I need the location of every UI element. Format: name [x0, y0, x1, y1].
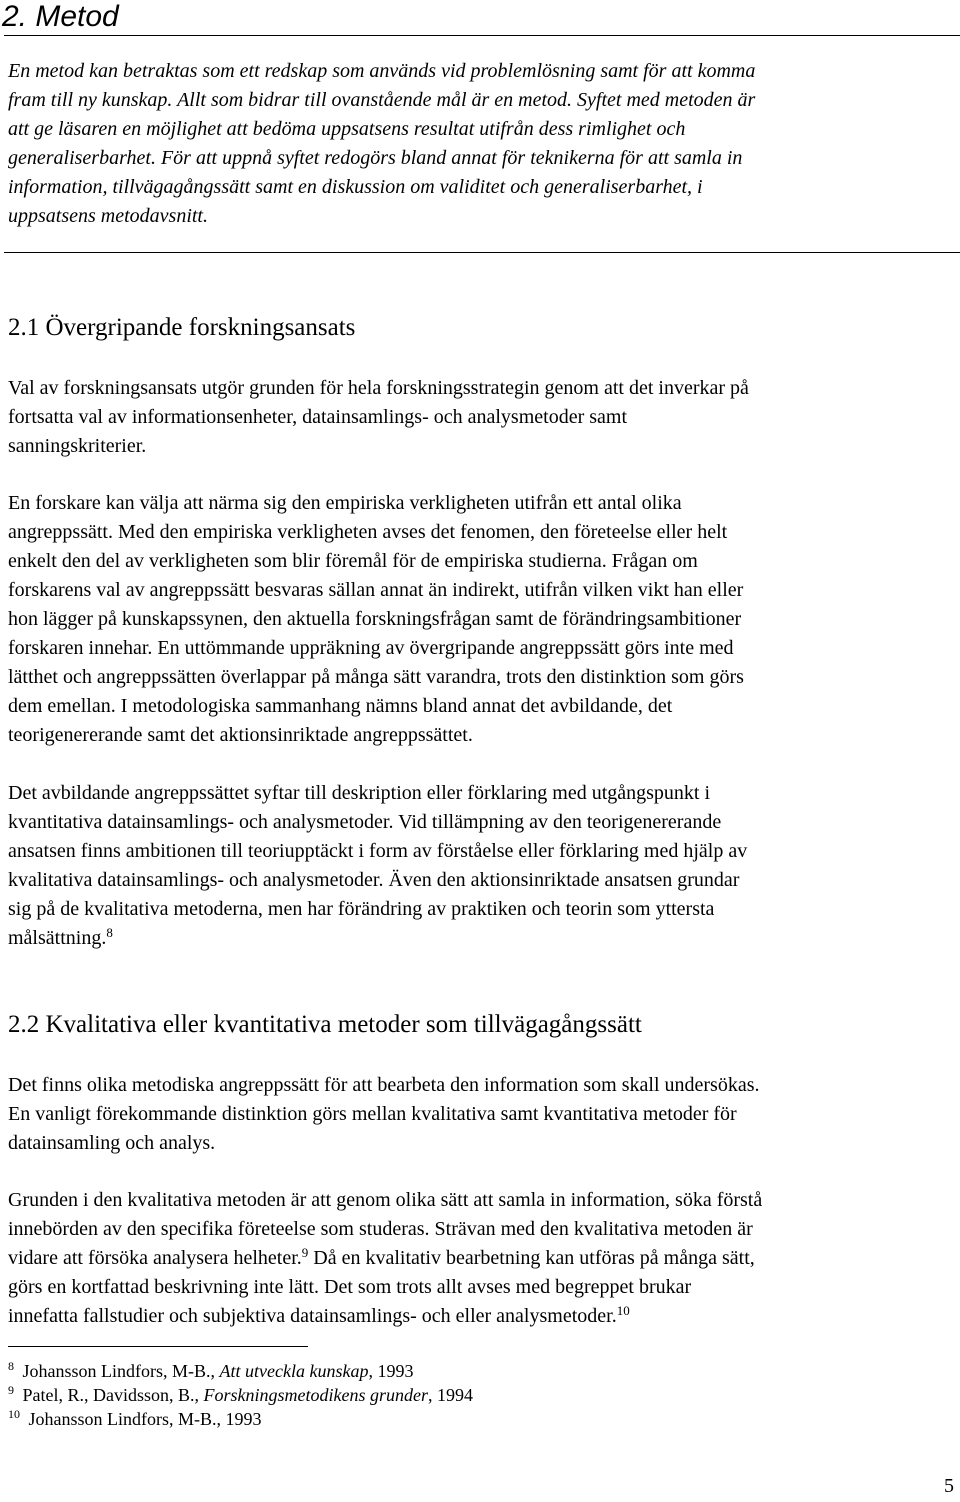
- intro-line: generaliserbarhet. För att uppnå syftet redogörs bland annat för teknikerna för att samla in: [8, 147, 743, 169]
- footnote-separator: [8, 1346, 308, 1347]
- section-2-2-paragraph-2: [8, 1186, 958, 1331]
- page-number: 5: [944, 1475, 954, 1497]
- text-span: vidare att försöka analysera helheter.: [8, 1247, 302, 1269]
- section-2-1-paragraph-1: [8, 374, 958, 461]
- text-line: görs en kortfattad beskrivning inte lätt. Det som trots allt avses med begreppet brukar: [8, 1276, 692, 1298]
- text-line: [8, 1244, 958, 1273]
- text-line: Grunden i den kvalitativa metoden är att genom olika sätt att samla in information, söka förstå: [8, 1189, 763, 1211]
- text-line: datainsamling och analys.: [8, 1132, 216, 1154]
- intro-paragraph: [8, 57, 958, 231]
- intro-line: En metod kan betraktas som ett redskap som används vid problemlösning samt för att komma: [8, 60, 756, 82]
- footnote-ref-9[interactable]: 9: [301, 1245, 309, 1260]
- intro-bottom-rule: [4, 252, 960, 253]
- text-line: teorigenererande samt det aktionsinriktade angreppssättet.: [8, 724, 473, 746]
- footnote-text: Johansson Lindfors, M-B.,: [18, 1361, 220, 1381]
- text-line: ansatsen finns ambitionen till teoriupptäckt i form av förståelse eller förklaring med hjälp av: [8, 840, 748, 862]
- footnote-number: 8: [8, 1359, 14, 1373]
- section-heading-2-2: 2.2 Kvalitativa eller kvantitativa metoder som tillvägagångssätt: [8, 1011, 642, 1038]
- footnote-title: Att utveckla kunskap: [219, 1361, 369, 1381]
- intro-line: att ge läsaren en möjlighet att bedöma uppsatsens resultat utifrån dess rimlighet och: [8, 118, 686, 140]
- text-span: innefatta fallstudier och subjektiva datainsamlings- och eller analysmetoder.: [8, 1305, 617, 1327]
- text-line: Val av forskningsansats utgör grunden för hela forskningsstrategin genom att det inverkar på: [8, 377, 749, 399]
- text-line: kvantitativa datainsamlings- och analysmetoder. Vid tillämpning av den teorigenererande: [8, 811, 722, 833]
- section-2-1-paragraph-3: [8, 779, 958, 953]
- section-2-1-paragraph-2: [8, 489, 958, 750]
- text-span: målsättning.: [8, 927, 107, 949]
- text-line: angreppssätt. Med den empiriska verkligheten avses det fenomen, den företeelse eller helt: [8, 521, 728, 543]
- text-line: sanningskriterier.: [8, 435, 147, 457]
- footnote-title: Forskningsmetodikens grunder: [203, 1385, 428, 1405]
- footnote-text: , 1993: [368, 1361, 414, 1381]
- text-line: fortsatta val av informationsenheter, datainsamlings- och analysmetoder samt: [8, 406, 628, 428]
- footnote-ref-8[interactable]: 8: [106, 925, 113, 940]
- text-line: Det avbildande angreppssättet syftar till deskription eller förklaring med utgångspunkt i: [8, 782, 711, 804]
- footnote-text: Patel, R., Davidsson, B.,: [18, 1385, 204, 1405]
- footnote-text: , 1994: [428, 1385, 473, 1405]
- footnote-10: [8, 1407, 262, 1431]
- footnote-ref-10[interactable]: 10: [616, 1303, 630, 1318]
- text-line: enkelt den del av verkligheten som blir föremål för de empiriska studierna. Frågan om: [8, 550, 698, 572]
- text-line: forskaren innehar. En uttömmande uppräkning av övergripande angreppssätt görs inte med: [8, 637, 734, 659]
- footnote-number: 9: [8, 1383, 14, 1397]
- text-line: dem emellan. I metodologiska sammanhang nämns bland annat det avbildande, det: [8, 695, 673, 717]
- intro-line: fram till ny kunskap. Allt som bidrar till ovanstående mål är en metod. Syftet med metoden är: [8, 89, 756, 111]
- text-line: lätthet och angreppssätten överlappar på många sätt varandra, trots den distinktion som görs: [8, 666, 744, 688]
- text-line: [8, 1302, 958, 1331]
- text-line: forskarens val av angreppssätt besvaras sällan annat än indirekt, utifrån vilken vikt han eller: [8, 579, 744, 601]
- section-2-2-paragraph-1: [8, 1071, 958, 1158]
- section-heading-2-1: 2.1 Övergripande forskningsansats: [8, 314, 356, 341]
- text-line: [8, 924, 958, 953]
- text-line: En forskare kan välja att närma sig den empiriska verkligheten utifrån ett antal olika: [8, 492, 682, 514]
- text-line: hon lägger på kunskapssynen, den aktuella forskningsfrågan samt de förändringsambitioner: [8, 608, 742, 630]
- text-line: innebörden av den specifika företeelse som studeras. Strävan med den kvalitativa metoden är: [8, 1218, 753, 1240]
- footnote-text: Johansson Lindfors, M-B., 1993: [24, 1409, 262, 1429]
- text-line: En vanligt förekommande distinktion görs mellan kvalitativa samt kvantitativa metoder för: [8, 1103, 737, 1125]
- footnote-8: [8, 1359, 413, 1383]
- title-underline: [4, 35, 960, 36]
- chapter-title: 2. Metod: [2, 0, 119, 33]
- text-line: kvalitativa datainsamlings- och analysmetoder. Även den aktionsinriktade ansatsen grundar: [8, 869, 740, 891]
- footnote-number: 10: [8, 1407, 20, 1421]
- text-line: Det finns olika metodiska angreppssätt för att bearbeta den information som skall undersökas.: [8, 1074, 760, 1096]
- intro-line: uppsatsens metodavsnitt.: [8, 205, 208, 227]
- text-line: sig på de kvalitativa metoderna, men har förändring av praktiken och teorin som yttersta: [8, 898, 715, 920]
- intro-line: information, tillvägagångssätt samt en diskussion om validitet och generaliserbarhet, i: [8, 176, 703, 198]
- text-span: Då en kvalitativ bearbetning kan utföras på många sätt,: [308, 1247, 755, 1269]
- footnote-9: [8, 1383, 473, 1407]
